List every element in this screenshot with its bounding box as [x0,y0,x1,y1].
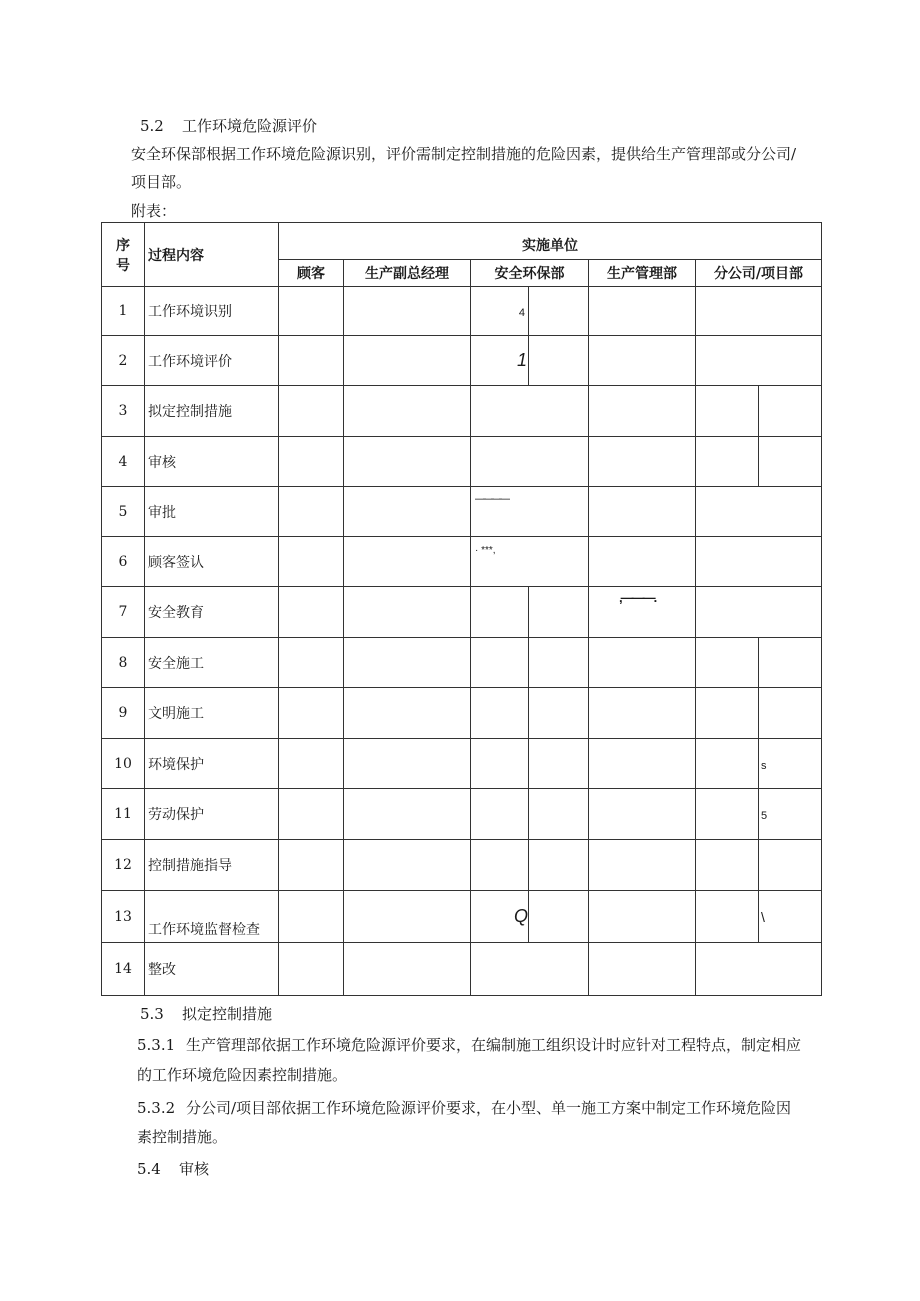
mark-cell [471,487,589,537]
table-row [102,789,822,840]
table-row [102,386,822,437]
process-header: 过程内容 [145,223,279,287]
process-cell: 工作环境监督检查 [145,891,279,943]
col-header-customer: 顾客 [279,260,344,287]
col-header-safety-dept: 安全环保部 [471,260,589,287]
unit-header: 实施单位 [279,223,822,260]
section-title: 工作环境危险源评价 [182,117,318,135]
table-row [102,840,822,891]
section-5-2-body-line-1: 安全环保部根据工作环境危险源识别，评价需制定控制措施的危险因素，提供给生产管理部或分公司/ [131,145,797,163]
section-title: 拟定控制措施 [182,1005,273,1023]
mark-cell [471,287,529,336]
section-5-3-2-line-2: 素控制措施。 [137,1128,228,1146]
seq-cell: 4 [102,437,145,487]
mark-cell [759,789,822,840]
mark-cell [471,891,529,943]
seq-header [102,223,145,287]
process-cell: 安全施工 [145,638,279,688]
process-cell: 审批 [145,487,279,537]
mark-cell-2 [759,891,822,943]
section-5-2-heading [140,116,317,136]
section-number: 5.3.2 [137,1099,176,1117]
table-row [102,891,822,943]
section-5-2-body-line-2: 项目部。 [131,173,192,191]
mark-cell [759,739,822,789]
process-cell: 拟定控制措施 [145,386,279,437]
mark-text: 5 [761,810,768,822]
mark-cell [589,587,696,638]
mark-text: · ***, [475,545,496,556]
seq-cell: 7 [102,587,145,638]
process-cell: 工作环境识别 [145,287,279,336]
seq-cell: 14 [102,943,145,996]
section-title: 审核 [179,1160,210,1178]
section-number: 5.3 [140,1005,164,1023]
process-cell: 顾客签认 [145,537,279,587]
table-row [102,638,822,688]
seq-cell: 2 [102,336,145,386]
seq-header-line-2: 号 [116,257,130,274]
mark-text: ,———. [619,590,656,605]
seq-cell: 5 [102,487,145,537]
table-row [102,943,822,996]
responsibility-table [101,222,822,996]
seq-cell: 1 [102,287,145,336]
process-cell: 整改 [145,943,279,996]
mark-text: 1 [516,350,527,370]
table-row [102,537,822,587]
seq-cell: 13 [102,891,145,943]
table-row [102,688,822,739]
section-text: 生产管理部依据工作环境危险源评价要求，在编制施工组织设计时应针对工程特点，制定相应 [186,1036,802,1054]
col-header-vp-production: 生产副总经理 [344,260,471,287]
table-row [102,336,822,386]
process-cell: 文明施工 [145,688,279,739]
process-cell: 工作环境评价 [145,336,279,386]
section-5-3-2-line-1 [137,1098,791,1118]
section-text: 分公司/项目部依据工作环境危险源评价要求，在小型、单一施工方案中制定工作环境危险因 [186,1099,792,1117]
section-5-3-heading [140,1004,272,1024]
table-row [102,587,822,638]
process-cell: 环境保护 [145,739,279,789]
seq-header-line-1: 序 [116,237,130,254]
col-header-branch-project: 分公司/项目部 [696,260,822,287]
col-header-production-mgmt: 生产管理部 [589,260,696,287]
mark-cell [471,336,529,386]
section-number: 5.3.1 [137,1036,176,1054]
mark-text: ———— [475,493,507,505]
process-cell: 控制措施指导 [145,840,279,891]
section-5-4-heading [137,1159,209,1179]
table-row [102,287,822,336]
section-number: 5.4 [137,1160,161,1178]
section-5-3-1-line-2: 的工作环境危险因素控制措施。 [137,1066,348,1084]
process-cell: 安全教育 [145,587,279,638]
mark-text-2: \ [761,908,765,925]
seq-cell: 12 [102,840,145,891]
seq-cell: 11 [102,789,145,840]
table-row [102,437,822,487]
section-5-3-1-line-1 [137,1035,801,1055]
mark-text: 4 [518,307,525,319]
mark-text: Q [513,906,528,926]
seq-cell: 9 [102,688,145,739]
mark-cell [471,537,589,587]
process-cell: 劳动保护 [145,789,279,840]
section-number: 5.2 [140,117,164,135]
table-header-row-1 [102,223,822,260]
appendix-label: 附表： [131,202,177,220]
seq-cell: 3 [102,386,145,437]
seq-cell: 8 [102,638,145,688]
mark-text: s [761,759,767,772]
seq-cell: 10 [102,739,145,789]
seq-cell: 6 [102,537,145,587]
table-row [102,739,822,789]
process-cell: 审核 [145,437,279,487]
table-row [102,487,822,537]
